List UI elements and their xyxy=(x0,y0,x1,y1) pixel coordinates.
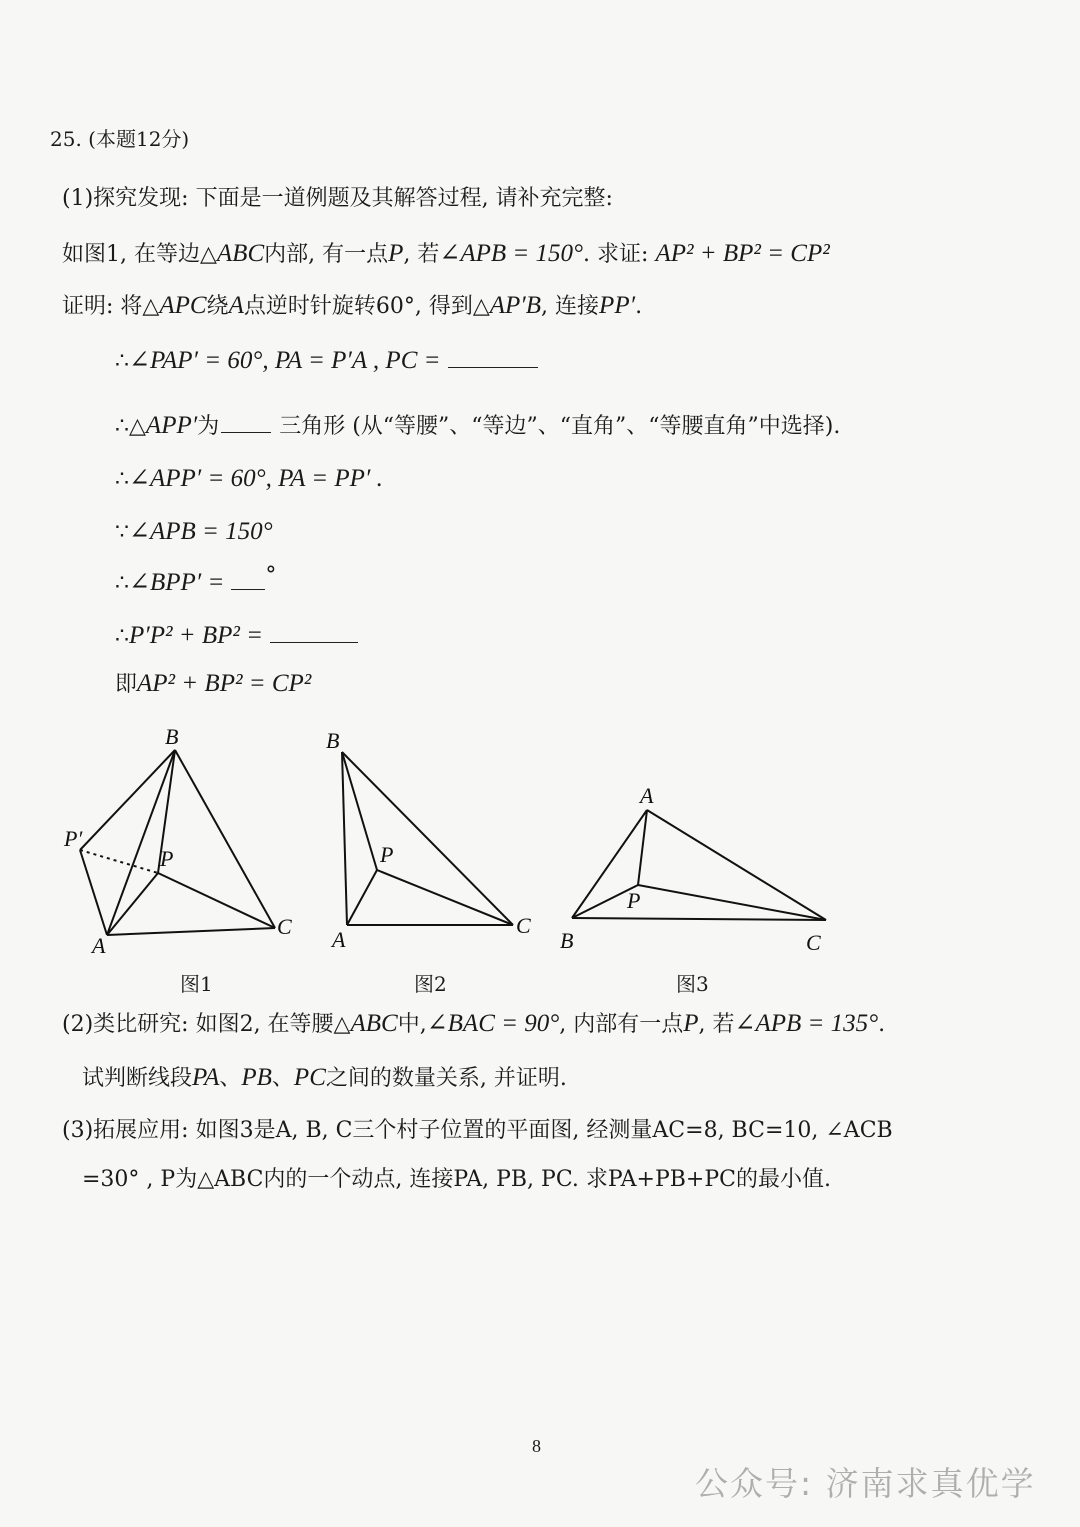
figure-2 xyxy=(342,752,513,925)
step5-text: ∠BPP′ = xyxy=(129,569,225,596)
triangle-abc: ABC xyxy=(350,1010,398,1037)
watermark: 公众号: 济南求真优学 xyxy=(695,1464,1036,1503)
point-p: P xyxy=(683,1010,699,1037)
segment-pb: PB xyxy=(241,1064,272,1091)
fig1-edge-ac xyxy=(107,928,275,935)
part2-line1 xyxy=(62,1010,885,1039)
fig3-label-c: C xyxy=(806,930,821,955)
step2-mid: 为 xyxy=(197,414,220,439)
segment-pc: PC xyxy=(293,1064,326,1091)
fig1-label-pprime: P′ xyxy=(64,826,83,851)
fig2-label-p: P xyxy=(380,842,394,867)
fig3-label-b: B xyxy=(560,928,574,953)
part2-line2-prefix: 试判断线段 xyxy=(82,1066,193,1091)
part2-end: . xyxy=(878,1012,886,1037)
problem-prove: . 求证: xyxy=(583,242,656,267)
step3-text: ∠APP′ = 60°, PA = PP′ . xyxy=(129,465,383,492)
fig1-edge-pc xyxy=(158,873,275,928)
proof-mid3: , 连接 xyxy=(541,294,600,319)
fig2-edge-ba xyxy=(342,752,347,925)
problem-prefix: 如图1, 在等边△ xyxy=(62,242,217,267)
fig3-label-p: P xyxy=(627,888,641,913)
triangle-abc: ABC xyxy=(216,240,265,267)
fig3-caption: 图3 xyxy=(676,972,709,996)
step7-text: AP² + BP² = CP² xyxy=(137,670,312,697)
step4-text: ∠APB = 150° xyxy=(129,518,273,545)
problem-mid: 内部, 有一点 xyxy=(264,242,389,267)
segment-pa: PA xyxy=(192,1064,220,1091)
point-p: P xyxy=(388,240,404,267)
fig1-label-p: P xyxy=(160,846,174,871)
point-a: A xyxy=(228,292,244,319)
fig2-caption: 图2 xyxy=(414,972,447,996)
step6-text: P′P² + BP² = xyxy=(129,622,264,649)
fig1-edge-pprime-a xyxy=(80,850,107,935)
therefore-symbol: ∴ xyxy=(115,349,129,374)
fig2-label-b: B xyxy=(326,728,340,753)
separator: 、 xyxy=(219,1066,242,1091)
proof-mid1: 绕 xyxy=(206,294,229,319)
therefore-symbol: ∴ xyxy=(115,467,129,492)
separator: 、 xyxy=(271,1066,294,1091)
segment-pp-prime: PP′ xyxy=(599,292,636,319)
part2-line2-end: 之间的数量关系, 并证明. xyxy=(325,1066,567,1091)
part2-mid3: , 若 xyxy=(698,1012,735,1037)
step7-prefix: 即 xyxy=(115,672,138,697)
question-title: 25. (本题12分) xyxy=(50,127,190,151)
triangle-apc: APC xyxy=(159,292,207,319)
angle-apb: ∠APB = 135° xyxy=(734,1010,879,1037)
therefore-symbol: ∴ xyxy=(115,571,129,596)
therefore-symbol: ∴ xyxy=(115,624,129,649)
equation: AP² + BP² = CP² xyxy=(655,240,830,267)
angle-apb: ∠APB = 150° xyxy=(439,240,584,267)
fig1-label-c: C xyxy=(277,914,292,939)
fig2-edge-ap xyxy=(347,870,377,925)
fig3-edge-bc xyxy=(572,918,826,920)
part3-line2: =30° , P为△ABC内的一个动点, 连接PA, PB, PC. 求PA+PB+PC的最小值. xyxy=(82,1167,832,1192)
proof-end: . xyxy=(635,294,643,319)
part1-intro: (1)探究发现: 下面是一道例题及其解答过程, 请补充完整: xyxy=(62,186,613,211)
problem-cond: , 若 xyxy=(403,242,440,267)
because-symbol: ∵ xyxy=(115,520,129,545)
therefore-symbol: ∴△ xyxy=(115,414,146,439)
part2-line2 xyxy=(82,1064,567,1093)
part2-prefix: (2)类比研究: 如图2, 在等腰△ xyxy=(62,1012,351,1037)
fig3-label-a: A xyxy=(640,783,654,808)
step2-after: 三角形 (从“等腰”、“等边”、“直角”、“等腰直角”中选择). xyxy=(279,414,841,439)
fig1-caption: 图1 xyxy=(180,972,213,996)
fig1-edge-bc xyxy=(175,750,275,928)
figure-3 xyxy=(572,810,826,920)
fig2-label-c: C xyxy=(516,913,531,938)
fig1-edge-ap xyxy=(107,873,158,935)
fig1-edge-ba xyxy=(107,750,175,935)
part2-mid2: , 内部有一点 xyxy=(559,1012,684,1037)
fig1-edge-pprime-b xyxy=(80,750,175,850)
figure-1 xyxy=(80,750,275,935)
proof-prefix: 证明: 将△ xyxy=(62,294,160,319)
step1-text: ∠PAP′ = 60°, PA = P′A , PC = xyxy=(129,347,441,374)
page-number: 8 xyxy=(532,1436,541,1456)
fig2-label-a: A xyxy=(332,927,346,952)
angle-bac: ∠BAC = 90° xyxy=(426,1010,560,1037)
triangle-apb-prime: AP′B xyxy=(489,292,542,319)
triangle-app-prime: APP′ xyxy=(145,412,198,439)
degree-unit: ° xyxy=(265,563,277,588)
fig1-label-a: A xyxy=(92,933,106,958)
proof-mid2: 点逆时针旋转60°, 得到△ xyxy=(243,294,490,319)
part2-mid: 中, xyxy=(397,1012,427,1037)
fig1-label-b: B xyxy=(165,724,179,749)
fig2-edge-pc xyxy=(377,870,513,925)
part3-line1: (3)拓展应用: 如图3是A, B, C三个村子位置的平面图, 经测量AC=8, BC=10, ∠ACB xyxy=(62,1118,893,1143)
fig1-edge-pprime-p-dotted xyxy=(80,850,158,873)
